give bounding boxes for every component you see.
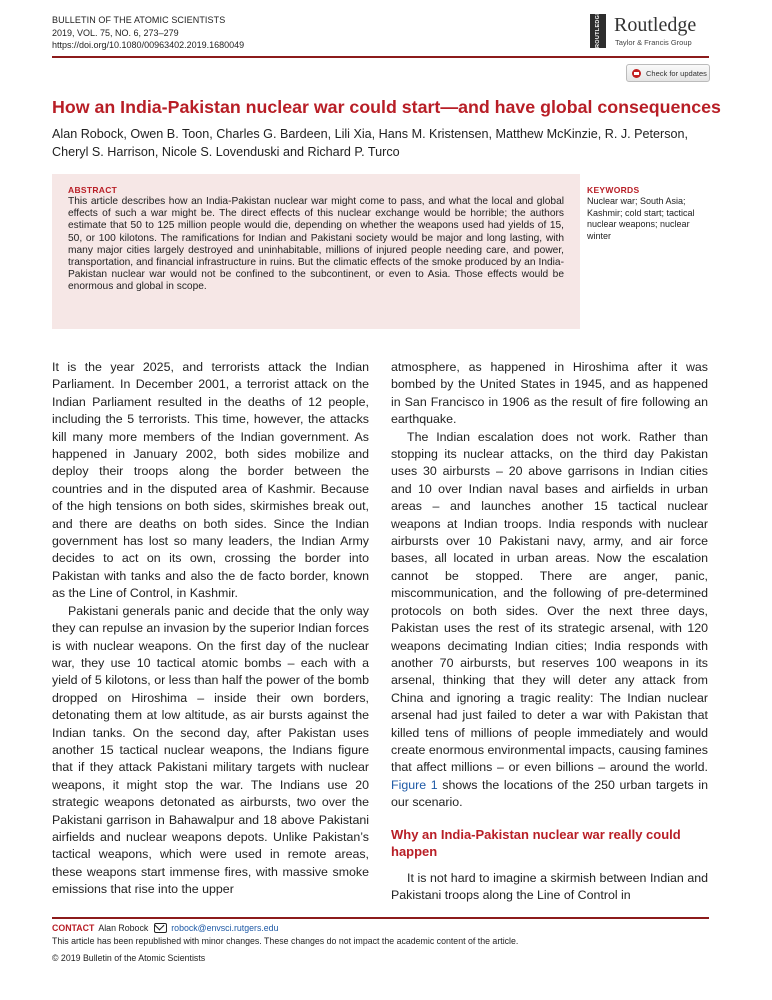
crossmark-icon	[632, 69, 641, 78]
volume-line: 2019, VOL. 75, NO. 6, 273–279	[52, 27, 179, 38]
keywords-heading: KEYWORDS	[587, 185, 640, 195]
contact-line	[52, 921, 278, 935]
abstract-heading: ABSTRACT	[68, 185, 118, 195]
paragraph: Pakistani generals panic and decide that the only way they can repulse an invasion by the superior Indian forces is with nuclear weapons. On the first day of the nuclear war, they use 10 tactical atomic bombs – each with a yield of 5 kilotons, or less than half the power of the bomb dropped on Hiroshima – inside their own borders, detonating them at low altitude, as air bursts against the Indian tanks. On the second day, after Pakistan uses another 15 tactical nuclear weapons, the Indians figure that if they attack Pakistani military targets with nuclear weapons, it might stop the war. The Indians use 20 strategic weapons detonated as airbursts, two over the Pakistani garrison in Bahawalpur and 18 above Pakistani airfields and nuclear weapons depots. Unlike Pakistan’s tactical weapons, which were used in remote areas, these weapons start immense fires, with massive smoke emissions that rise into the upper	[52, 603, 369, 897]
check-for-updates-button[interactable]	[626, 64, 710, 82]
body-column-right	[391, 359, 708, 904]
keywords-block	[587, 185, 715, 242]
publisher-name: Routledge	[614, 14, 697, 36]
paragraph-text: shows the locations of the 250 urban targets in our scenario.	[391, 777, 708, 810]
paragraph: atmosphere, as happened in Hiroshima after it was bombed by the United States in 1945, and as happened in San Francisco in 1906 as the result of fire following an earthquake.	[391, 360, 708, 427]
journal-header	[52, 14, 244, 52]
author-list: Alan Robock, Owen B. Toon, Charles G. Bardeen, Lili Xia, Hans M. Kristensen, Matthew McKinzie, R. J. Peterson, Cheryl S. Harrison, Nicole S. Lovenduski and Richard P. Turco	[52, 127, 689, 159]
paragraph: It is the year 2025, and terrorists attack the Indian Parliament. In December 2001, a terrorist attack on the Indian Parliament resulted in the deaths of 12 people, including the 5 terrorists. This time, however, the attacks kill many more members of the Indian government. As happened in January 2002, both sides mobilize and deploy their troops along the border between the countries and in the disputed area of Kashmir. Because of the high tensions on both sides, skirmishes break out, and there are deaths on both sides. Since the Indian government has lost so many leaders, the Indian Army decides to act on its own, crossing the border into Pakistan with tanks and also the de facto border, known as the Line of Control, in Kashmir.	[52, 360, 369, 601]
article-title: How an India-Pakistan nuclear war could start—and have global consequences	[52, 97, 721, 117]
republication-note: This article has been republished with minor changes. These changes do not impact the academic content of the article.	[52, 936, 519, 946]
body-column-left	[52, 359, 369, 899]
publisher-spine: ROUTLEDGE	[590, 14, 606, 48]
paragraph-text: The Indian escalation does not work. Rather than stopping its nuclear attacks, on the third day Pakistan uses 30 airbursts – 20 above garrisons in Indian cities and 10 over Indian naval bases and airfields in urban areas – and launches another 15 tactical nuclear weapons at Indian troops. India responds with nuclear airbursts over 10 Pakistani navy, army, and air force bases, all located in urban areas. Now the escalation cannot be stopped. There are anger, panic, miscommunication, and the following of pre-determined protocols on both sides. Over the next three days, Pakistan uses the rest of its strategic arsenal, with 120 weapons decimating Indian cities; India responds with another 70 airbursts, but reserves 100 weapons in its arsenal, thinking that they will deter any attack from China and ignoring a tragic reality: The Indian nuclear arsenal had just failed to deter a war with Pakistan that killed tens of millions of people immediately and would create enormous environmental impacts, causing famines that affect millions – or even billions – around the world.	[391, 429, 708, 775]
figure-1-link[interactable]: Figure 1	[391, 777, 438, 792]
envelope-icon	[154, 923, 167, 933]
contact-email-link[interactable]: robock@envsci.rutgers.edu	[171, 923, 279, 933]
section-heading: Why an India-Pakistan nuclear war really could happen	[391, 826, 681, 859]
journal-name: BULLETIN OF THE ATOMIC SCIENTISTS	[52, 15, 226, 25]
contact-name: Alan Robock	[98, 923, 149, 933]
contact-label: CONTACT	[52, 923, 95, 933]
copyright: © 2019 Bulletin of the Atomic Scientists	[52, 953, 206, 963]
abstract-text: This article describes how an India-Pakistan nuclear war might come to pass, and what the local and global effects of such a war might be. The direct effects of this nuclear exchange would be horrible; the authors estimate that 50 to 125 million people would die, depending on whether the weapons used had yields of 15, 50, or 100 kilotons. The ramifications for Indian and Pakistani society would be major and long lasting, with many major cities largely destroyed and uninhabitable, millions of injured people needing care, and power, transportation, and financial infrastructure in ruins. But the climatic effects of the smoke produced by an India-Pakistan nuclear war would not be confined to the subcontinent, or even to Asia. Those effects would be enormous and global in scope.	[68, 196, 564, 293]
check-for-updates-label: Check for updates	[646, 68, 707, 78]
publisher-subtitle: Taylor & Francis Group	[615, 38, 692, 47]
abstract-box	[52, 174, 580, 329]
paragraph	[391, 429, 708, 812]
footer-rule	[52, 917, 709, 919]
publisher-logo	[590, 10, 720, 50]
keywords-text: Nuclear war; South Asia; Kashmir; cold start; tactical nuclear weapons; nuclear winter	[587, 196, 695, 241]
doi-link[interactable]: https://doi.org/10.1080/00963402.2019.1680049	[52, 40, 245, 50]
paragraph: It is not hard to imagine a skirmish between Indian and Pakistani troops along the Line of Control in	[391, 870, 708, 902]
header-rule	[52, 56, 709, 58]
